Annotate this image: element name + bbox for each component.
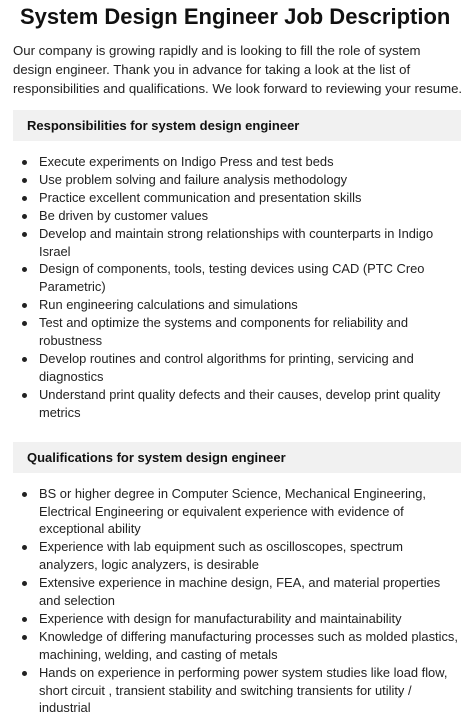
responsibilities-heading: Responsibilities for system design engineer [13, 110, 461, 141]
list-item: BS or higher degree in Computer Science, Mechanical Engineering, Electrical Engineering or equivalent experience with evidence of exceptional ability [39, 485, 463, 539]
list-item: Execute experiments on Indigo Press and test beds [39, 153, 463, 171]
intro-paragraph: Our company is growing rapidly and is looking to fill the role of system design engineer. Thank you in advance for taking a look at the list of responsibilities and qualifications. We look forward to reviewing your resume. [13, 43, 463, 96]
page-title: System Design Engineer Job Description [20, 4, 451, 29]
list-item: Hands on experience in performing power system studies like load flow, short circuit , transient stability and switching transients for utility / industrial [39, 664, 463, 717]
list-item: Run engineering calculations and simulations [39, 296, 463, 314]
job-description-page [0, 3, 474, 717]
list-item: Design of components, tools, testing devices using CAD (PTC Creo Parametric) [39, 260, 463, 296]
responsibilities-list [13, 153, 463, 422]
list-item: Develop routines and control algorithms for printing, servicing and diagnostics [39, 350, 463, 386]
list-item: Experience with design for manufacturability and maintainability [39, 610, 463, 628]
list-item: Develop and maintain strong relationships with counterparts in Indigo Israel [39, 225, 463, 261]
qualifications-heading: Qualifications for system design engineer [13, 442, 461, 473]
qualifications-list [13, 485, 463, 717]
list-item: Knowledge of differing manufacturing processes such as molded plastics, machining, welding, and casting of metals [39, 628, 463, 664]
list-item: Use problem solving and failure analysis methodology [39, 171, 463, 189]
list-item: Test and optimize the systems and components for reliability and robustness [39, 314, 463, 350]
list-item: Understand print quality defects and their causes, develop print quality metrics [39, 386, 463, 422]
list-item: Be driven by customer values [39, 207, 463, 225]
list-item: Extensive experience in machine design, FEA, and material properties and selection [39, 574, 463, 610]
list-item: Experience with lab equipment such as oscilloscopes, spectrum analyzers, logic analyzers, is desirable [39, 538, 463, 574]
list-item: Practice excellent communication and presentation skills [39, 189, 463, 207]
